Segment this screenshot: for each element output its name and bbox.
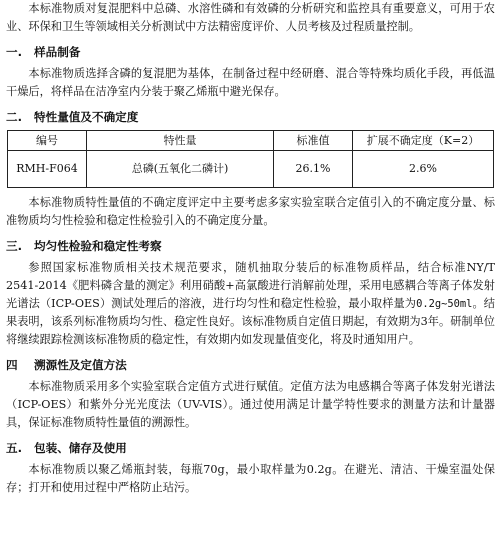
section-heading-3: 三. 均匀性检验和稳定性考察 <box>6 239 162 253</box>
section-body-5: 本标准物质以聚乙烯瓶封装，每瓶70g，最小取样量为0.2g。在避光、清洁、干燥室温处保存；打开和使用过程中严格防止玷污。 <box>6 463 495 494</box>
table-header-row <box>8 131 494 151</box>
table-row <box>8 151 494 188</box>
section-heading-1: 一. 样品制备 <box>6 45 81 59</box>
table-header-cell: 标准值 <box>274 131 353 151</box>
property-value-table <box>7 130 494 188</box>
table-header-cell: 编号 <box>8 131 87 151</box>
intro-paragraph: 本标准物质对复混肥料中总磷、水溶性磷和有效磷的分析研究和监控具有重要意义，可用于农业、环保和卫生等领域相关分析测试中方法精密度评价、人员考核及过程质量控制。 <box>6 2 495 33</box>
table-cell-uncertainty: 2.6% <box>353 151 494 188</box>
table-header-cell: 扩展不确定度（K=2） <box>353 131 494 151</box>
table-cell-property: 总磷(五氧化二磷计) <box>87 151 274 188</box>
section-heading-5: 五. 包装、储存及使用 <box>6 441 127 455</box>
section-body-4: 本标准物质采用多个实验室联合定值方式进行赋值。定值方法为电感耦合等离子体发射光谱法（ICP-OES）和紫外分光光度法（UV-VIS）。通过使用满足计量学特性要求的测量方法和计量器具，保证标准物质特性量值的溯源性。 <box>6 380 495 429</box>
section-body-1: 本标准物质选择含磷的复混肥为基体，在制备过程中经研磨、混合等特殊均质化手段，再低温干燥后，将样品在洁净室内分装于聚乙烯瓶中避光保存。 <box>6 67 495 98</box>
table-header-cell: 特性量 <box>87 131 274 151</box>
table-cell-value: 26.1% <box>274 151 353 188</box>
section-heading-4: 四 溯源性及定值方法 <box>6 358 127 372</box>
section-body-3: 参照国家标准物质相关技术规范要求，随机抽取分装后的标准物质样品，结合标准NY/T 2541-2014《肥料磷含量的测定》利用硝酸+高氯酸进行消解前处理，采用电感耦合等离子体发射光谱法（ICP-OES）测试处理后的溶液，进行均匀性和稳定性检验，最小取样量为0.2g~50ml。结果表明，该系列标准物质均匀性、稳定性良好。该标准物质自定值日期起，有效期为3年。研制单位将继续跟踪检测该标准物质的稳定性，有效期内如发现量值变化，将及时通知用户。 <box>6 261 495 346</box>
section-body-2: 本标准物质特性量值的不确定度评定中主要考虑多家实验室联合定值引入的不确定度分量、标准物质均匀性检验和稳定性检验引入的不确定度分量。 <box>6 196 495 227</box>
table-cell-id: RMH-F064 <box>8 151 87 188</box>
min-sample-value: 0.2g~50ml <box>416 298 473 310</box>
section-heading-2: 二. 特性量值及不确定度 <box>6 110 139 124</box>
